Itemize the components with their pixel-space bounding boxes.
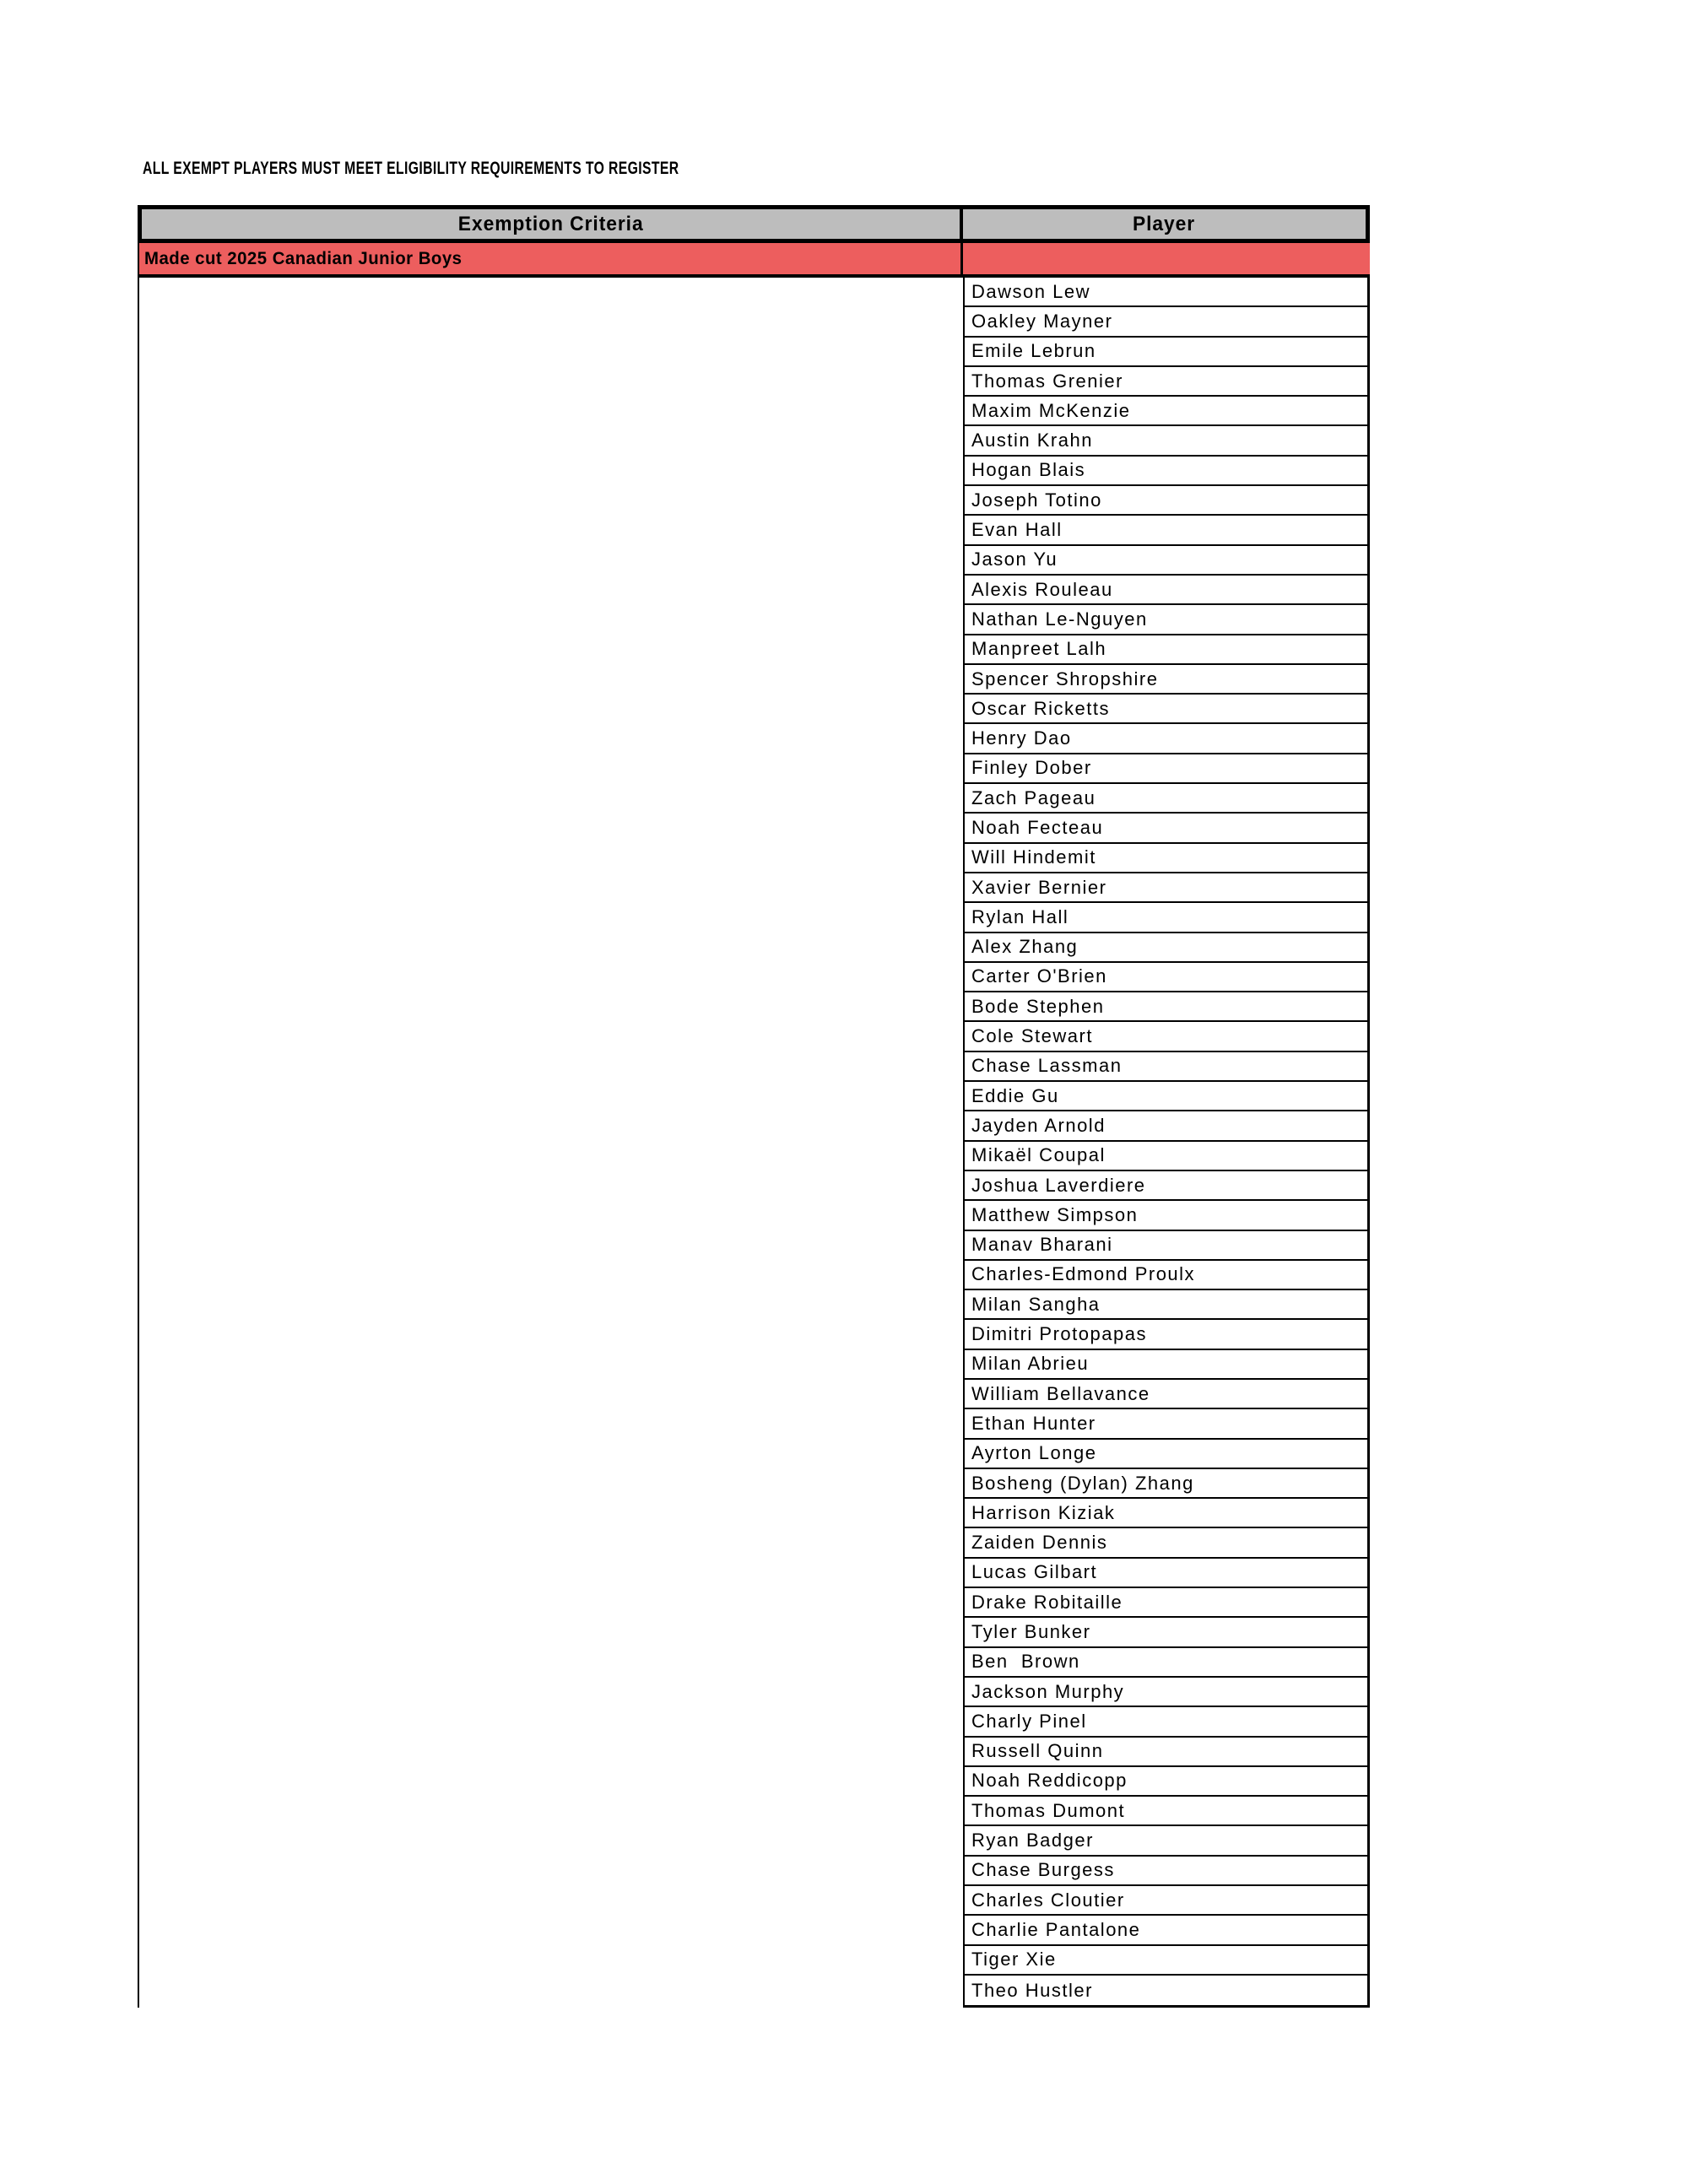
player-name: Noah Reddicopp [971,1770,1128,1792]
player-name: Russell Quinn [971,1740,1104,1762]
player-row [965,754,1367,784]
player-row [965,695,1367,724]
player-row [965,1320,1367,1349]
player-row [965,784,1367,814]
column-header-exemption-criteria-label: Exemption Criteria [457,212,644,235]
player-name: Charles Cloutier [971,1889,1125,1911]
table-body [138,278,1370,2008]
player-name: Zaiden Dennis [971,1532,1108,1554]
player-row [965,963,1367,992]
player-row [965,1528,1367,1558]
player-row [965,1707,1367,1737]
player-row [965,1052,1367,1082]
player-row [965,814,1367,843]
player-row [965,1797,1367,1826]
player-name: Henry Dao [971,727,1072,749]
player-row [965,1171,1367,1201]
column-header-player [963,209,1366,239]
player-name: Manav Bharani [971,1234,1113,1256]
player-row [965,1916,1367,1945]
player-name: Alexis Rouleau [971,578,1113,600]
player-name: Milan Abrieu [971,1353,1090,1375]
player-row [965,605,1367,635]
player-name: Spencer Shropshire [971,668,1159,689]
player-name: Chase Lassman [971,1055,1123,1077]
player-name: Zach Pageau [971,787,1096,808]
player-row [965,1111,1367,1141]
player-name: William Bellavance [971,1382,1150,1404]
eligibility-notice: ALL EXEMPT PLAYERS MUST MEET ELIGIBILITY REQUIREMENTS TO REGISTER [143,159,679,178]
player-name: Jayden Arnold [971,1114,1106,1136]
player-row [965,338,1367,367]
player-row [965,1618,1367,1647]
player-name: Oscar Ricketts [971,697,1111,719]
player-name: Dimitri Protopapas [971,1323,1147,1345]
player-row [965,1648,1367,1678]
player-row [965,992,1367,1022]
player-name: Alex Zhang [971,936,1079,958]
player-name: Maxim McKenzie [971,399,1131,421]
player-row [965,1559,1367,1588]
player-row [965,546,1367,576]
player-name: Lucas Gilbart [971,1561,1098,1583]
player-name: Eddie Gu [971,1084,1059,1106]
player-row [965,278,1367,307]
player-name: Rylan Hall [971,905,1069,927]
player-name: Hogan Blais [971,459,1086,481]
player-name: Harrison Kiziak [971,1501,1116,1523]
player-name: Nathan Le-Nguyen [971,608,1148,630]
player-row [965,1976,1367,2005]
player-row [965,1588,1367,1618]
player-name: Bode Stephen [971,995,1105,1017]
player-row [965,844,1367,873]
criteria-cell [139,243,963,274]
player-name: Jackson Murphy [971,1680,1125,1702]
player-row [965,1738,1367,1767]
player-row [965,426,1367,456]
player-name: Manpreet Lalh [971,638,1107,660]
player-row [965,516,1367,545]
player-row [965,1201,1367,1230]
player-name: Ryan Badger [971,1830,1094,1852]
player-name: Jason Yu [971,549,1058,570]
player-row [965,1886,1367,1916]
player-name: Tyler Bunker [971,1621,1091,1642]
player-name: Theo Hustler [971,1979,1093,2001]
player-row [965,307,1367,337]
player-row [965,1826,1367,1856]
player-row [965,724,1367,754]
player-name: Joshua Laverdiere [971,1174,1146,1196]
criteria-row [138,243,1370,278]
player-name: Chase Burgess [971,1859,1115,1881]
player-name: Ethan Hunter [971,1412,1096,1434]
player-list [963,278,1370,2008]
player-row [965,1290,1367,1320]
player-row [965,873,1367,903]
player-name: Carter O'Brien [971,965,1107,987]
player-row [965,1440,1367,1469]
player-name: Tiger Xie [971,1949,1057,1970]
player-name: Matthew Simpson [971,1203,1139,1225]
player-row [965,903,1367,933]
player-row [965,1380,1367,1409]
player-name: Bosheng (Dylan) Zhang [971,1472,1194,1494]
player-name: Thomas Grenier [971,370,1123,392]
player-row [965,1409,1367,1439]
player-name: Milan Sangha [971,1293,1101,1315]
player-name: Xavier Bernier [971,876,1107,898]
player-name: Mikaël Coupal [971,1144,1106,1166]
table-header-row [138,205,1370,243]
player-name: Austin Krahn [971,430,1093,451]
player-row [965,1767,1367,1797]
exemption-table [138,205,1370,2008]
player-row [965,1499,1367,1528]
player-name: Thomas Dumont [971,1799,1126,1821]
criteria-label: Made cut 2025 Canadian Junior Boys [144,248,463,268]
column-header-exemption-criteria [142,209,963,239]
player-name: Emile Lebrun [971,340,1096,362]
player-row [965,933,1367,963]
player-row [965,1142,1367,1171]
player-row [965,1469,1367,1499]
player-name: Charlie Pantalone [971,1918,1141,1940]
player-name: Will Hindemit [971,846,1096,868]
player-name: Drake Robitaille [971,1591,1123,1613]
player-name: Charly Pinel [971,1710,1087,1732]
criteria-empty-cell [138,278,963,2008]
player-row [965,1678,1367,1707]
player-row [965,397,1367,426]
criteria-player-cell [963,243,1370,274]
player-name: Finley Dober [971,757,1092,779]
player-name: Evan Hall [971,519,1063,541]
player-name: Joseph Totino [971,489,1102,511]
player-name: Charles-Edmond Proulx [971,1263,1196,1285]
player-row [965,576,1367,605]
player-name: Dawson Lew [971,280,1090,302]
player-row [965,1946,1367,1976]
player-row [965,1022,1367,1051]
player-row [965,1231,1367,1261]
player-row [965,1857,1367,1886]
column-header-player-label: Player [1133,212,1196,235]
player-row [965,457,1367,486]
player-row [965,1350,1367,1380]
player-row [965,665,1367,695]
player-row [965,486,1367,516]
player-row [965,1261,1367,1290]
player-name: Ayrton Longe [971,1442,1097,1464]
player-row [965,635,1367,665]
player-row [965,1082,1367,1111]
player-name: Noah Fecteau [971,816,1104,838]
player-name: Oakley Mayner [971,310,1113,332]
player-row [965,367,1367,397]
player-name: Cole Stewart [971,1025,1093,1047]
player-name: Ben Brown [971,1651,1080,1673]
